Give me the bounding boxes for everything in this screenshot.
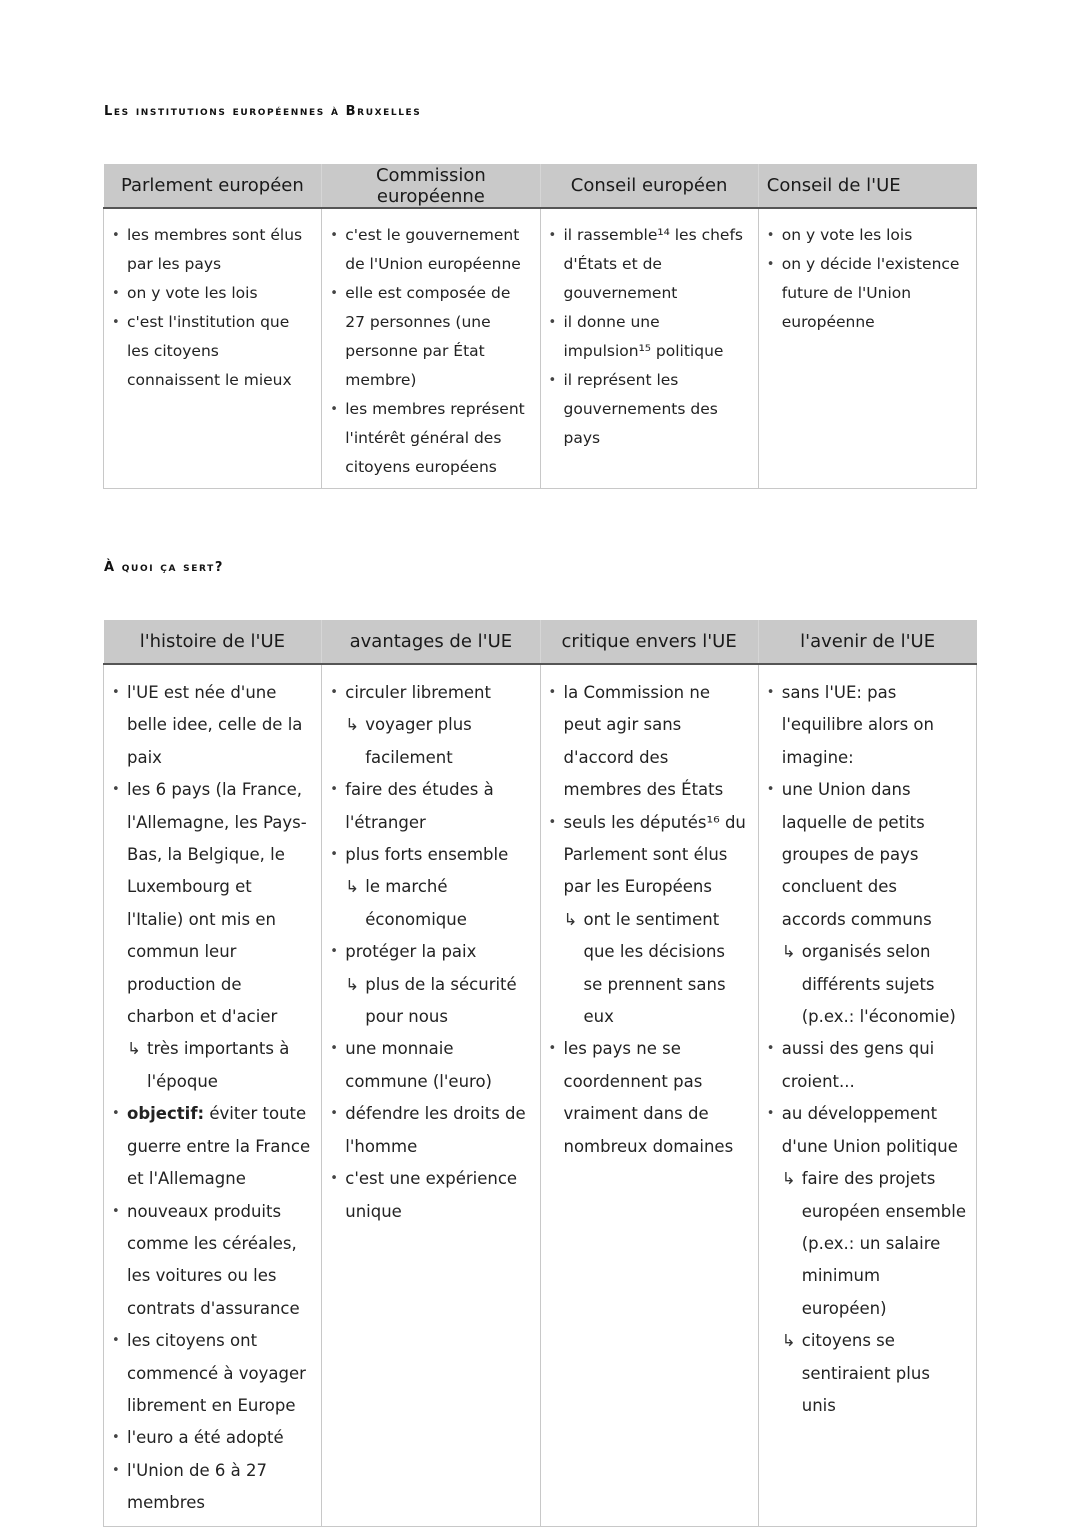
ue-overview-table [103,620,977,1527]
list-item-text: seuls les députés¹⁶ du Parlement sont élus par les Européens [563,812,746,897]
bullet-list [767,221,966,337]
list-item [112,1098,311,1195]
list-item-text: plus forts ensemble [345,845,509,865]
sub-item [127,1033,311,1098]
list-item [549,807,748,1034]
column-header: Commission européenne [322,164,540,208]
list-item: • sans l'UE: pas l'equilibre alors on imagine: [767,677,966,774]
sub-item-text: citoyens se sentiraient plus unis [801,1331,930,1415]
institutions-table [103,164,977,489]
sub-item-text: voyager plus facilement [365,715,472,767]
table-cell-commission [322,208,540,489]
bullet-list [330,221,529,482]
sub-item [345,709,529,774]
table-header-row [104,164,977,208]
arrow-icon: ↳ [781,942,796,962]
column-header: l'histoire de l'UE [104,620,322,664]
list-item: • une monnaie commune (l'euro) [330,1033,529,1098]
list-item: • il rassemble¹⁴ les chefs d'États et de gouvernement [549,221,748,308]
list-item-text: protéger la paix [345,942,477,962]
sub-item [345,969,529,1034]
list-item: • il représent les gouvernements des pays [549,366,748,453]
column-header: Conseil européen [540,164,758,208]
sub-item-text: faire des projets européen ensemble (p.ex.: un salaire minimum européen) [801,1169,966,1318]
list-item: • les membres sont élus par les pays [112,221,311,279]
list-item-text: au développement d'une Union politique [781,1104,958,1156]
sub-item [782,1163,966,1325]
list-item: • nouveaux produits comme les céréales, les voitures ou les contrats d'assurance [112,1196,311,1326]
list-item: • c'est l'institution que les citoyens connaissent le mieux [112,308,311,395]
arrow-icon: ↳ [345,877,360,897]
table-cell-conseil-europeen [540,208,758,489]
list-item-text: les 6 pays (la France, l'Allemagne, les Pays-Bas, la Belgique, le Luxembourg et l'Italie) ont mis en commun leur production de charbon et d'acier [127,780,307,1027]
section-title-a-quoi-ca-sert: À quoi ça sert? [104,560,225,575]
sub-item [782,936,966,1033]
list-item [767,774,966,1033]
table-cell-avantages [322,664,540,1526]
list-item: • aussi des gens qui croient... [767,1033,966,1098]
list-item: • l'Union de 6 à 27 membres [112,1455,311,1520]
section-title-institutions: Les institutions européennes à Bruxelles [104,104,422,119]
list-item [767,1098,966,1422]
sub-item-text: ont le sentiment que les décisions se prennent sans eux [583,909,726,1027]
list-item: • la Commission ne peut agir sans d'accord des membres des États [549,677,748,807]
column-header: l'avenir de l'UE [758,620,976,664]
column-header: avantages de l'UE [322,620,540,664]
bullet-list [549,677,748,1163]
list-item: • on y vote les lois [767,221,966,250]
table-cell-avenir [758,664,976,1526]
arrow-icon: ↳ [781,1331,796,1351]
sub-item [564,904,748,1034]
arrow-icon: ↳ [345,715,360,735]
bullet-list [112,677,311,1520]
list-item: • l'UE est née d'une belle idee, celle de la paix [112,677,311,774]
list-item-text: une Union dans laquelle de petits groupes de pays concluent des accords communs [781,780,932,929]
table-cell-histoire [104,664,322,1526]
arrow-icon: ↳ [345,974,360,994]
list-item: • les pays ne se coordennent pas vraiment dans de nombreux domaines [549,1033,748,1163]
list-item: • les citoyens ont commencé à voyager librement en Europe [112,1325,311,1422]
sub-item [345,871,529,936]
arrow-icon: ↳ [127,1039,141,1059]
sub-item-text: très importants à l'époque [147,1039,290,1091]
list-item: • faire des études à l'étranger [330,774,529,839]
list-item: • l'euro a été adopté [112,1422,311,1454]
bullet-list [549,221,748,453]
table-header-row [104,620,977,664]
table-cell-conseil-ue [758,208,976,489]
column-header: critique envers l'UE [540,620,758,664]
sub-item [782,1325,966,1422]
sub-item-text: organisés selon différents sujets (p.ex.: l'économie) [801,942,956,1027]
list-item: • c'est le gouvernement de l'Union européenne [330,221,529,279]
list-item-text: éviter toute guerre entre la France et l'Allemagne [127,1104,311,1189]
table-cell-parlement [104,208,322,489]
sub-item-text: plus de la sécurité pour nous [365,974,517,1027]
column-header: Parlement européen [104,164,322,208]
list-item: • c'est une expérience unique [330,1163,529,1228]
arrow-icon: ↳ [563,909,578,929]
list-item [330,677,529,774]
sub-item-text: le marché économique [365,877,467,929]
arrow-icon: ↳ [781,1169,796,1189]
list-item: • les membres représent l'intérêt général des citoyens européens [330,395,529,482]
list-item: • on y vote les lois [112,279,311,308]
table-cell-critique [540,664,758,1526]
keyword-label: objectif: [127,1104,205,1124]
list-item: • on y décide l'existence future de l'Union européenne [767,250,966,337]
list-item: • il donne une impulsion¹⁵ politique [549,308,748,366]
list-item: • elle est composée de 27 personnes (une personne par État membre) [330,279,529,395]
list-item: • défendre les droits de l'homme [330,1098,529,1163]
list-item-text: circuler librement [345,683,491,702]
bullet-list [767,677,966,1422]
bullet-list [112,221,311,395]
bullet-list [330,677,529,1228]
list-item [112,774,311,1098]
column-header: Conseil de l'UE [758,164,976,208]
list-item [330,936,529,1033]
table-row [104,664,977,1526]
table-row [104,208,977,489]
list-item [330,839,529,936]
